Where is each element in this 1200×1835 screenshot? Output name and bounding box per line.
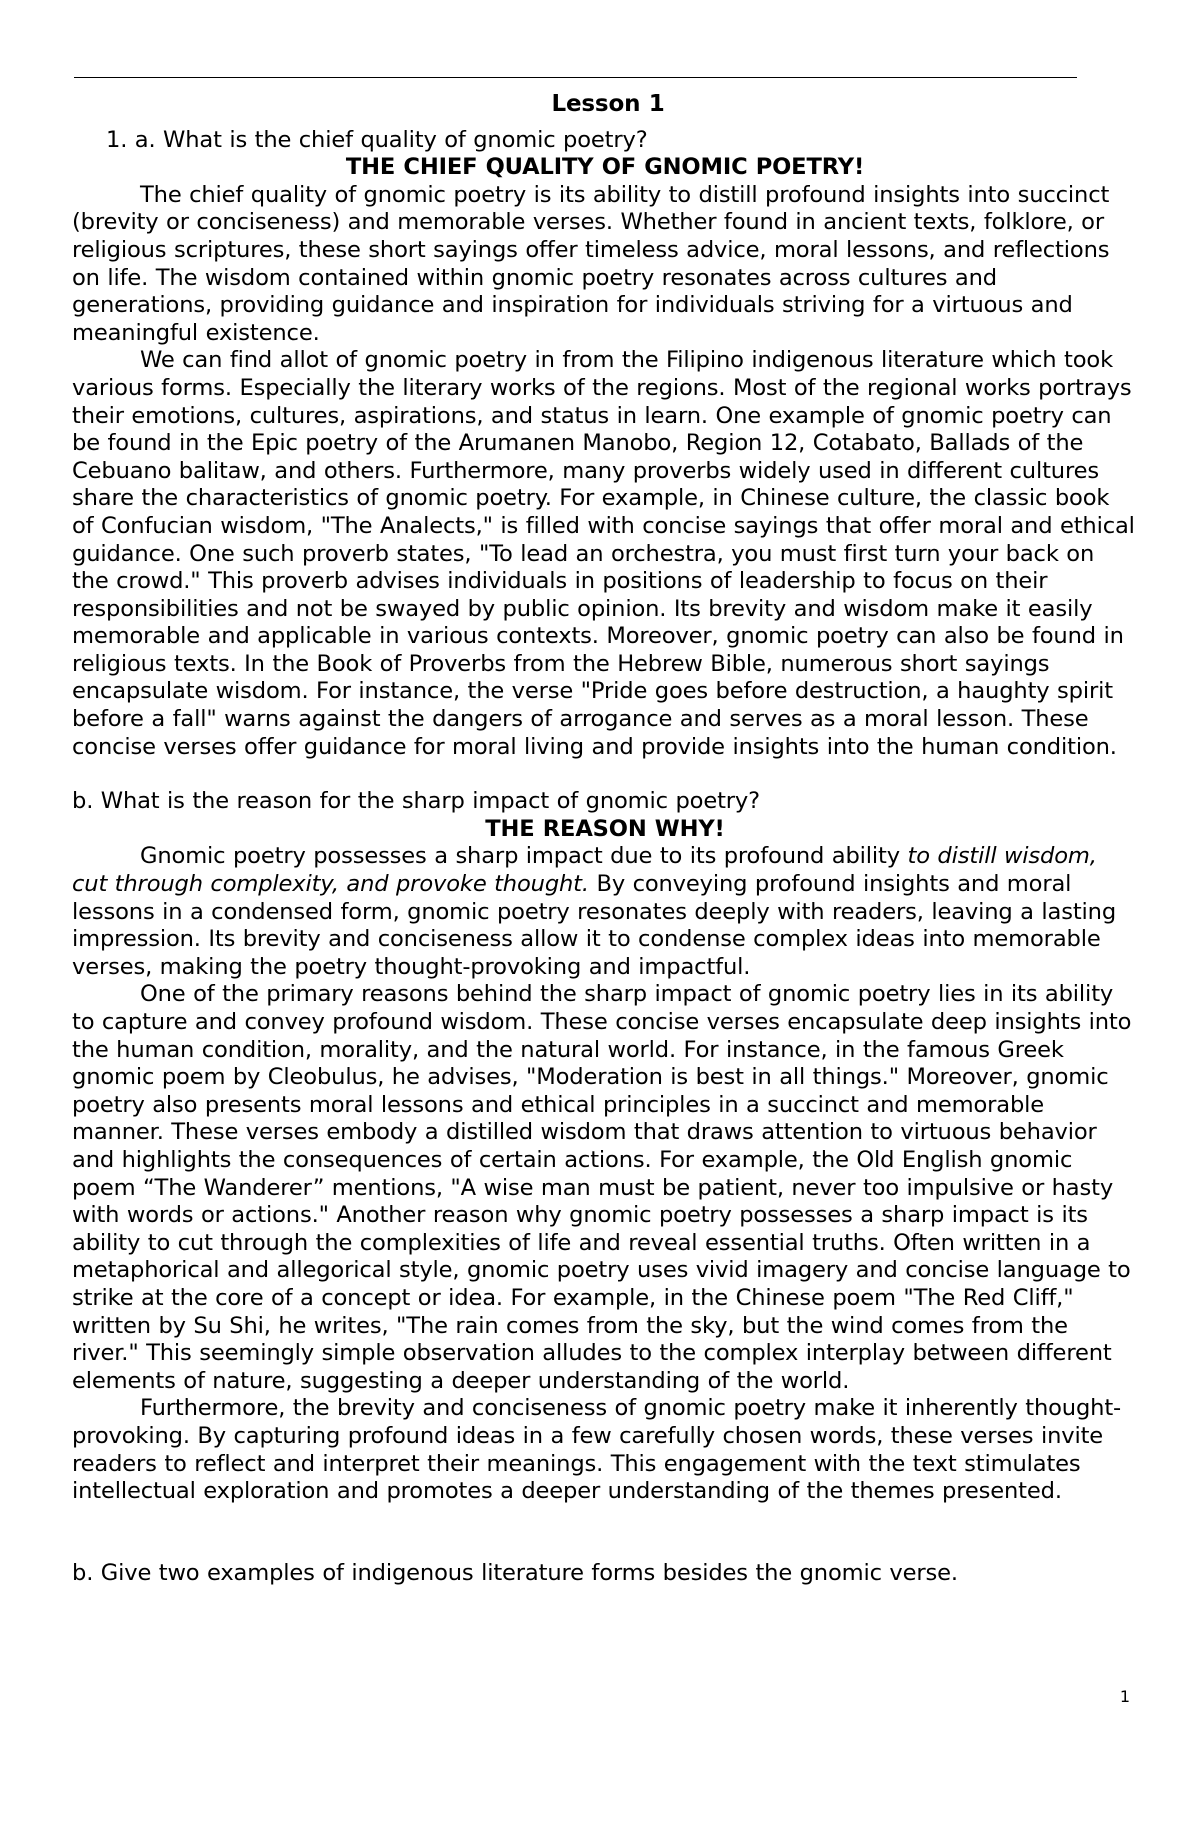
paragraph-sharp-impact-start: Gnomic poetry possesses a sharp impact due to its profound ability (140, 843, 908, 870)
question-1c: b. Give two examples of indigenous literature forms besides the gnomic verse. (72, 1559, 958, 1586)
paragraph-sharp-impact (72, 843, 1138, 981)
paragraph-chief-quality: The chief quality of gnomic poetry is its ability to distill profound insights into succinct (brevity or conciseness) and memorable verses. Whether found in ancient texts, folklore, or religious scriptures, these short sayings offer timeless advice, moral lessons, and reflections on life. The wisdom contained within gnomic poetry resonates across cultures and generations, providing guidance and inspiration for individuals striving for a virtuous and meaningful existence. (72, 181, 1110, 346)
heading-reason-why: THE REASON WHY! (485, 815, 725, 842)
paragraph-brevity: Furthermore, the brevity and conciseness of gnomic poetry make it inherently thought-provoking. By capturing profound ideas in a few carefully chosen words, these verses invite readers to reflect and interpret their meanings. This engagement with the text stimulates intellectual exploration and promotes a deeper understanding of the themes presented. (72, 1395, 1122, 1505)
paragraph-sharp-impact-end: By conveying profound insights and moral lessons in a condensed form, gnomic poetry resonates deeply with readers, leaving a lasting impression. Its brevity and conciseness allow it to condense complex ideas into memorable verses, making the poetry thought-provoking and impactful. (72, 871, 1117, 980)
paragraph-primary-reasons: One of the primary reasons behind the sharp impact of gnomic poetry lies in its ability to capture and convey profound wisdom. These concise verses encapsulate deep insights into the human condition, morality, and the natural world. For instance, in the famous Greek gnomic poem by Cleobulus, he advises, "Moderation is best in all things." Moreover, gnomic poetry also presents moral lessons and ethical principles in a succinct and memorable manner. These verses embody a distilled wisdom that draws attention to virtuous behavior and highlights the consequences of certain actions. For example, the Old English gnomic poem “The Wanderer” mentions, "A wise man must be patient, never too impulsive or hasty with words or actions." Another reason why gnomic poetry possesses a sharp impact is its ability to cut through the complexities of life and reveal essential truths. Often written in a metaphorical and allegorical style, gnomic poetry uses vivid imagery and concise language to strike at the core of a concept or idea. For example, in the Chinese poem "The Red Cliff," written by Su Shi, he writes, "The rain comes from the sky, but the wind comes from the river." This seemingly simple observation alludes to the complex interplay between different elements of nature, suggesting a deeper understanding of the world. (72, 981, 1132, 1394)
paragraph-filipino-examples: We can find allot of gnomic poetry in from the Filipino indigenous literature which took various forms. Especially the literary works of the regions. Most of the regional works portrays their emotions, cultures, aspirations, and status in learn. One example of gnomic poetry can be found in the Epic poetry of the Arumanen Manobo, Region 12, Cotabato, Ballads of the Cebuano balitaw, and others. Furthermore, many proverbs widely used in different cultures share the characteristics of gnomic poetry. For example, in Chinese culture, the classic book of Confucian wisdom, "The Analects," is filled with concise sayings that offer moral and ethical guidance. One such proverb states, "To lead an orchestra, you must first turn your back on the crowd." This proverb advises individuals in positions of leadership to focus on their responsibilities and not be swayed by public opinion. Its brevity and wisdom make it easily memorable and applicable in various contexts. Moreover, gnomic poetry can also be found in religious texts. In the Book of Proverbs from the Hebrew Bible, numerous short sayings encapsulate wisdom. For instance, the verse "Pride goes before destruction, a haughty spirit before a fall" warns against the dangers of arrogance and serves as a moral lesson. These concise verses offer guidance for moral living and provide insights into the human condition. (72, 347, 1135, 760)
question-1b: b. What is the reason for the sharp impact of gnomic poetry? (72, 788, 760, 815)
heading-chief-quality: THE CHIEF QUALITY OF GNOMIC POETRY! (345, 154, 865, 181)
page-number: 1 (1119, 1687, 1130, 1706)
spacer (72, 761, 1138, 788)
spacer (72, 1506, 1138, 1560)
header-rule (74, 77, 1077, 78)
lesson-title: Lesson 1 (551, 91, 665, 117)
paragraph-sharp-impact-italic: to distill wisdom, cut through complexity, and provoke thought. (72, 843, 1097, 898)
document-body (72, 91, 1138, 1587)
question-1a: 1. a. What is the chief quality of gnomic poetry? (106, 126, 648, 153)
